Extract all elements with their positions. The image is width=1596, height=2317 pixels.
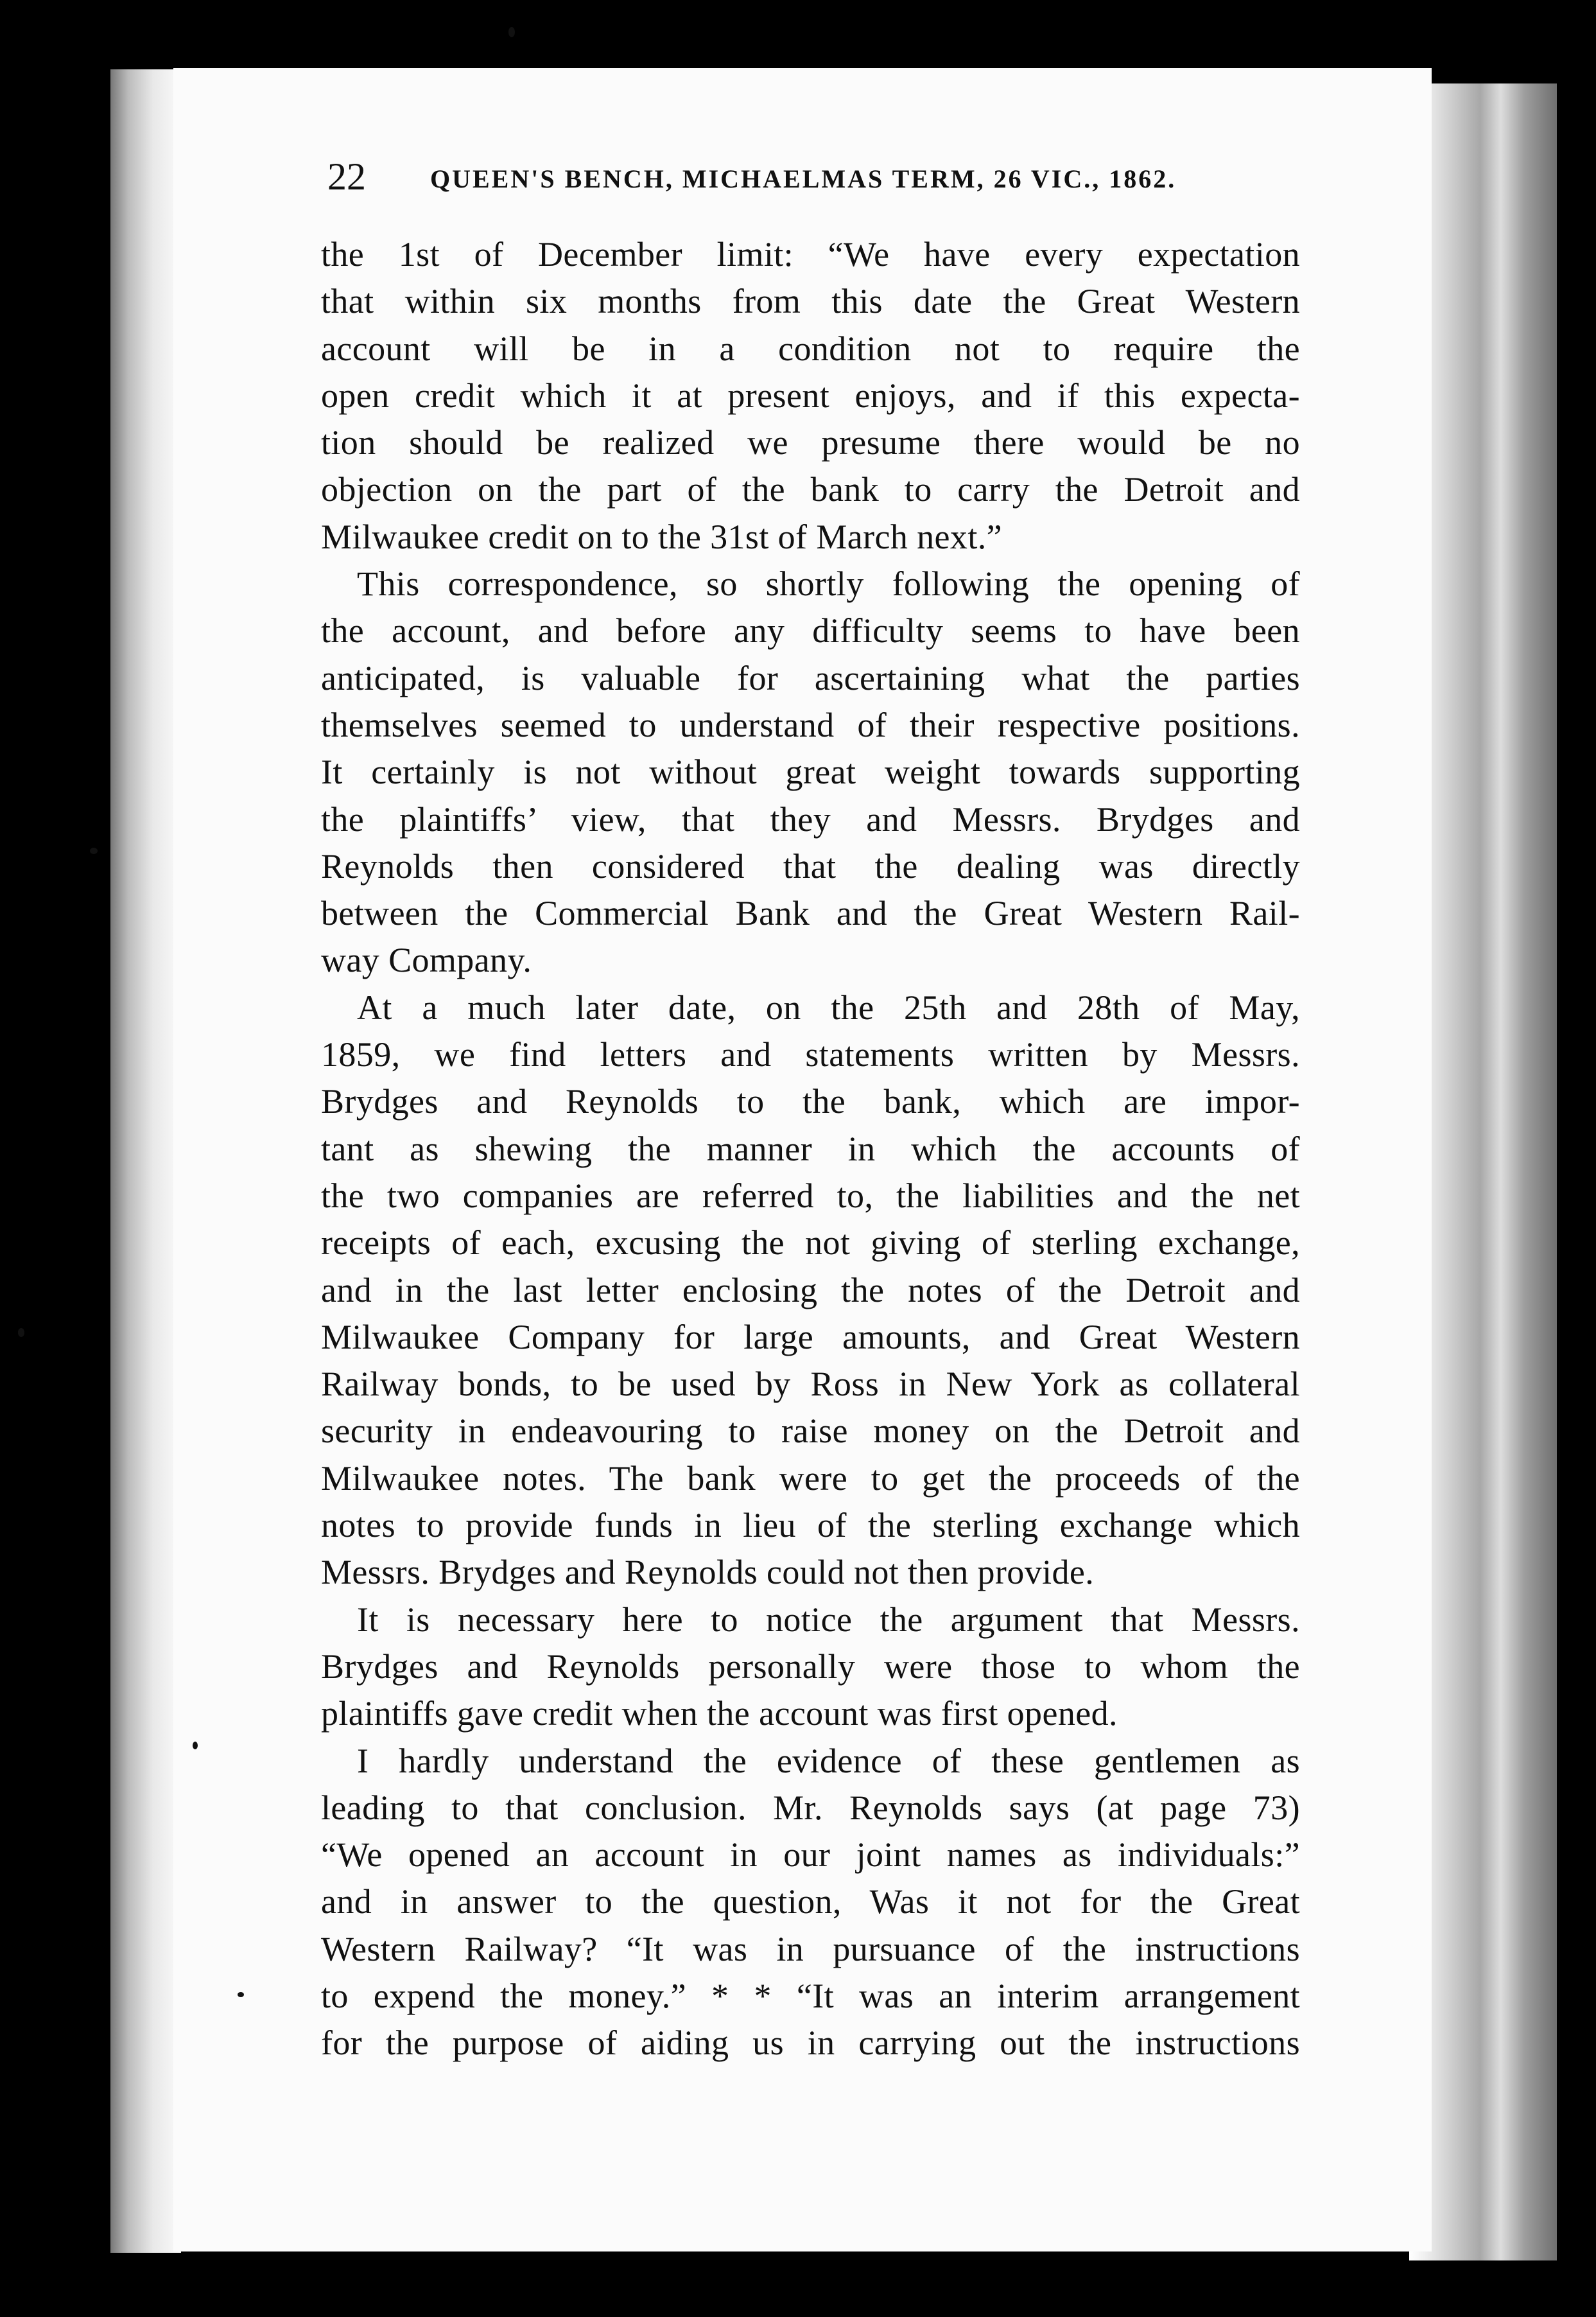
text-line: way Company. [321, 941, 532, 980]
scan-speck [238, 1992, 244, 1997]
text-line: Milwaukee credit on to the 31st of March next.” [321, 517, 1002, 556]
page-header [327, 151, 1303, 202]
text-line: themselves seemed to understand of their respective positions. [321, 705, 1300, 744]
book-binding-edge [110, 69, 181, 2253]
scan-speck [193, 1742, 198, 1749]
text-line: anticipated, is valuable for ascertaining what the parties [321, 658, 1300, 697]
text-line: “We opened an account in our joint names as individuals:” [321, 1835, 1300, 1875]
text-line: security in endeavouring to raise money on the Detroit and [321, 1412, 1300, 1451]
text-line: Milwaukee notes. The bank were to get the proceeds of the [321, 1458, 1300, 1498]
text-line: receipts of each, excusing the not giving of sterling exchange, [321, 1223, 1300, 1263]
text-line: I hardly understand the evidence of these gentlemen as [357, 1741, 1300, 1780]
text-line: the account, and before any difficulty seems to have been [321, 611, 1300, 651]
page-number: 22 [327, 155, 366, 198]
text-line: account will be in a condition not to require the [321, 329, 1300, 368]
text-line: between the Commercial Bank and the Great Western Rail- [321, 894, 1300, 933]
text-line: open credit which it at present enjoys, and if this expecta- [321, 376, 1300, 415]
text-line: Messrs. Brydges and Reynolds could not then provide. [321, 1553, 1095, 1592]
running-head: QUEEN'S BENCH, MICHAELMAS TERM, 26 VIC., 1862. [430, 164, 1177, 193]
text-line: objection on the part of the bank to carry the Detroit and [321, 470, 1300, 509]
text-line: the 1st of December limit: “We have every expectation [321, 235, 1300, 274]
text-line: the plaintiffs’ view, that they and Messrs. Brydges and [321, 800, 1300, 839]
text-line: notes to provide funds in lieu of the sterling exchange which [321, 1506, 1300, 1545]
scan-speck [18, 1328, 24, 1337]
text-line: Brydges and Reynolds to the bank, which are impor- [321, 1082, 1300, 1121]
text-line: Railway bonds, to be used by Ross in New York as collateral [321, 1365, 1300, 1404]
text-line: Reynolds then considered that the dealing was directly [321, 846, 1300, 886]
text-line: the two companies are referred to, the liabilities and the net [321, 1176, 1300, 1215]
text-line: Milwaukee Company for large amounts, and Great Western [321, 1317, 1300, 1356]
text-line: This correspondence, so shortly following the opening of [357, 564, 1300, 604]
text-line: that within six months from this date the Great Western [321, 282, 1300, 321]
text-line: It is necessary here to notice the argument that Messrs. [357, 1600, 1300, 1639]
text-line: At a much later date, on the 25th and 28th of May, [357, 988, 1300, 1027]
text-line: tion should be realized we presume there would be no [321, 423, 1300, 462]
text-line: to expend the money.” * * “It was an interim arrangement [321, 1976, 1300, 2015]
scan-speck [508, 27, 515, 37]
text-line: Western Railway? “It was in pursuance of the instructions [321, 1929, 1300, 1968]
text-line: and in the last letter enclosing the notes of the Detroit and [321, 1270, 1300, 1309]
text-line: 1859, we find letters and statements written by Messrs. [321, 1035, 1300, 1074]
text-line: Brydges and Reynolds personally were those to whom the [321, 1647, 1300, 1686]
text-line: plaintiffs gave credit when the account was first opened. [321, 1694, 1118, 1733]
text-line: for the purpose of aiding us in carrying out the instructions [321, 2024, 1300, 2063]
text-line: leading to that conclusion. Mr. Reynolds says (at page 73) [321, 1788, 1300, 1827]
scan-speck [90, 848, 98, 854]
text-line: tant as shewing the manner in which the accounts of [321, 1129, 1300, 1168]
body-text [321, 231, 1300, 2067]
text-line: and in answer to the question, Was it not for the Great [321, 1882, 1300, 1921]
text-line: It certainly is not without great weight towards supporting [321, 753, 1300, 792]
